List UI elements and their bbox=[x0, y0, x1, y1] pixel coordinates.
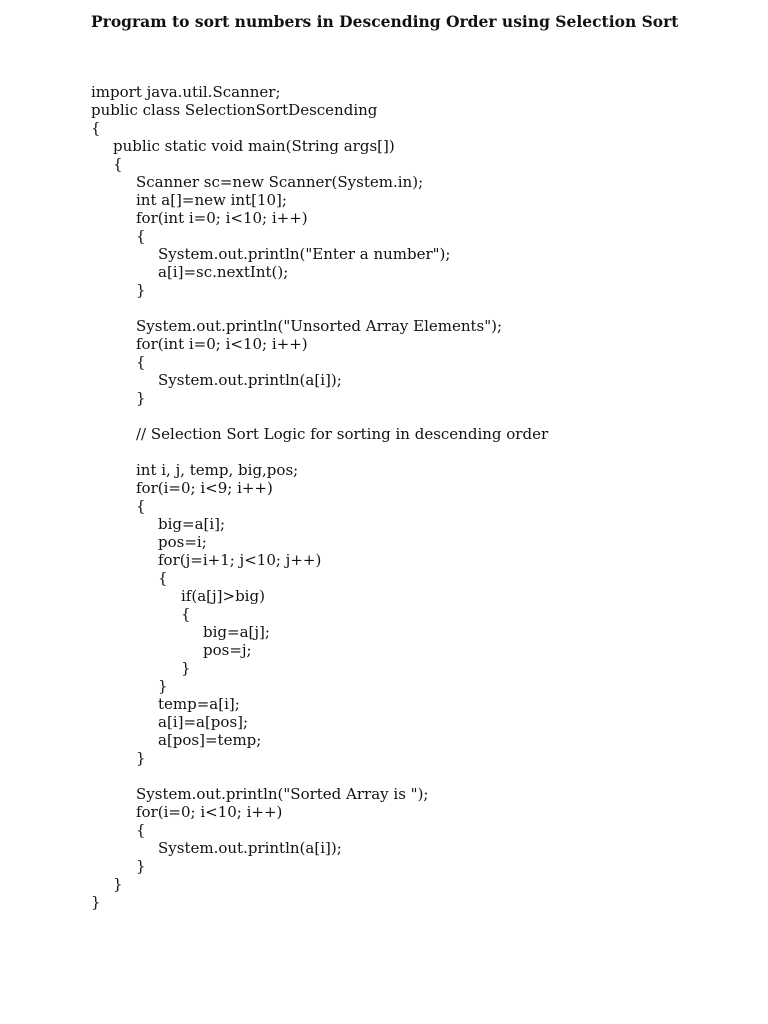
code-line: } bbox=[158, 677, 168, 695]
code-line: System.out.println("Sorted Array is "); bbox=[136, 785, 429, 803]
code-line: } bbox=[181, 659, 191, 677]
code-line: { bbox=[181, 605, 191, 623]
code-line: System.out.println(a[i]); bbox=[158, 371, 342, 389]
code-line: a[pos]=temp; bbox=[158, 731, 262, 749]
code-line: int a[]=new int[10]; bbox=[136, 191, 287, 209]
code-blank-line bbox=[91, 767, 731, 785]
code-line: { bbox=[158, 569, 168, 587]
code-line: { bbox=[136, 497, 146, 515]
code-line: if(a[j]>big) bbox=[181, 587, 265, 605]
code-line: for(int i=0; i<10; i++) bbox=[136, 335, 308, 353]
code-line: Scanner sc=new Scanner(System.in); bbox=[136, 173, 424, 191]
code-line: } bbox=[136, 389, 146, 407]
code-line: public class SelectionSortDescending bbox=[91, 101, 378, 119]
code-line: import java.util.Scanner; bbox=[91, 83, 281, 101]
code-line: for(i=0; i<9; i++) bbox=[136, 479, 273, 497]
code-line: big=a[j]; bbox=[203, 623, 270, 641]
code-line: a[i]=a[pos]; bbox=[158, 713, 249, 731]
code-line: } bbox=[113, 875, 123, 893]
code-line: { bbox=[91, 119, 101, 137]
code-line: public static void main(String args[]) bbox=[113, 137, 395, 155]
code-line: } bbox=[136, 857, 146, 875]
code-line: System.out.println("Unsorted Array Elements"); bbox=[136, 317, 503, 335]
code-line: System.out.println(a[i]); bbox=[158, 839, 342, 857]
code-blank-line bbox=[91, 299, 731, 317]
code-line: { bbox=[136, 227, 146, 245]
code-line: } bbox=[136, 749, 146, 767]
code-line: { bbox=[136, 821, 146, 839]
code-line: for(j=i+1; j<10; j++) bbox=[158, 551, 322, 569]
code-blank-line bbox=[91, 443, 731, 461]
code-line: System.out.println("Enter a number"); bbox=[158, 245, 451, 263]
code-line: int i, j, temp, big,pos; bbox=[136, 461, 299, 479]
page-title: Program to sort numbers in Descending Order using Selection Sort bbox=[91, 12, 679, 31]
code-listing bbox=[91, 83, 731, 911]
code-line: big=a[i]; bbox=[158, 515, 226, 533]
code-line: // Selection Sort Logic for sorting in descending order bbox=[136, 425, 549, 443]
code-line: for(i=0; i<10; i++) bbox=[136, 803, 283, 821]
code-line: { bbox=[113, 155, 123, 173]
code-blank-line bbox=[91, 407, 731, 425]
code-line: temp=a[i]; bbox=[158, 695, 240, 713]
code-line: } bbox=[91, 893, 101, 911]
code-line: } bbox=[136, 281, 146, 299]
code-line: for(int i=0; i<10; i++) bbox=[136, 209, 308, 227]
code-line: { bbox=[136, 353, 146, 371]
code-line: pos=i; bbox=[158, 533, 207, 551]
code-line: pos=j; bbox=[203, 641, 252, 659]
code-line: a[i]=sc.nextInt(); bbox=[158, 263, 289, 281]
